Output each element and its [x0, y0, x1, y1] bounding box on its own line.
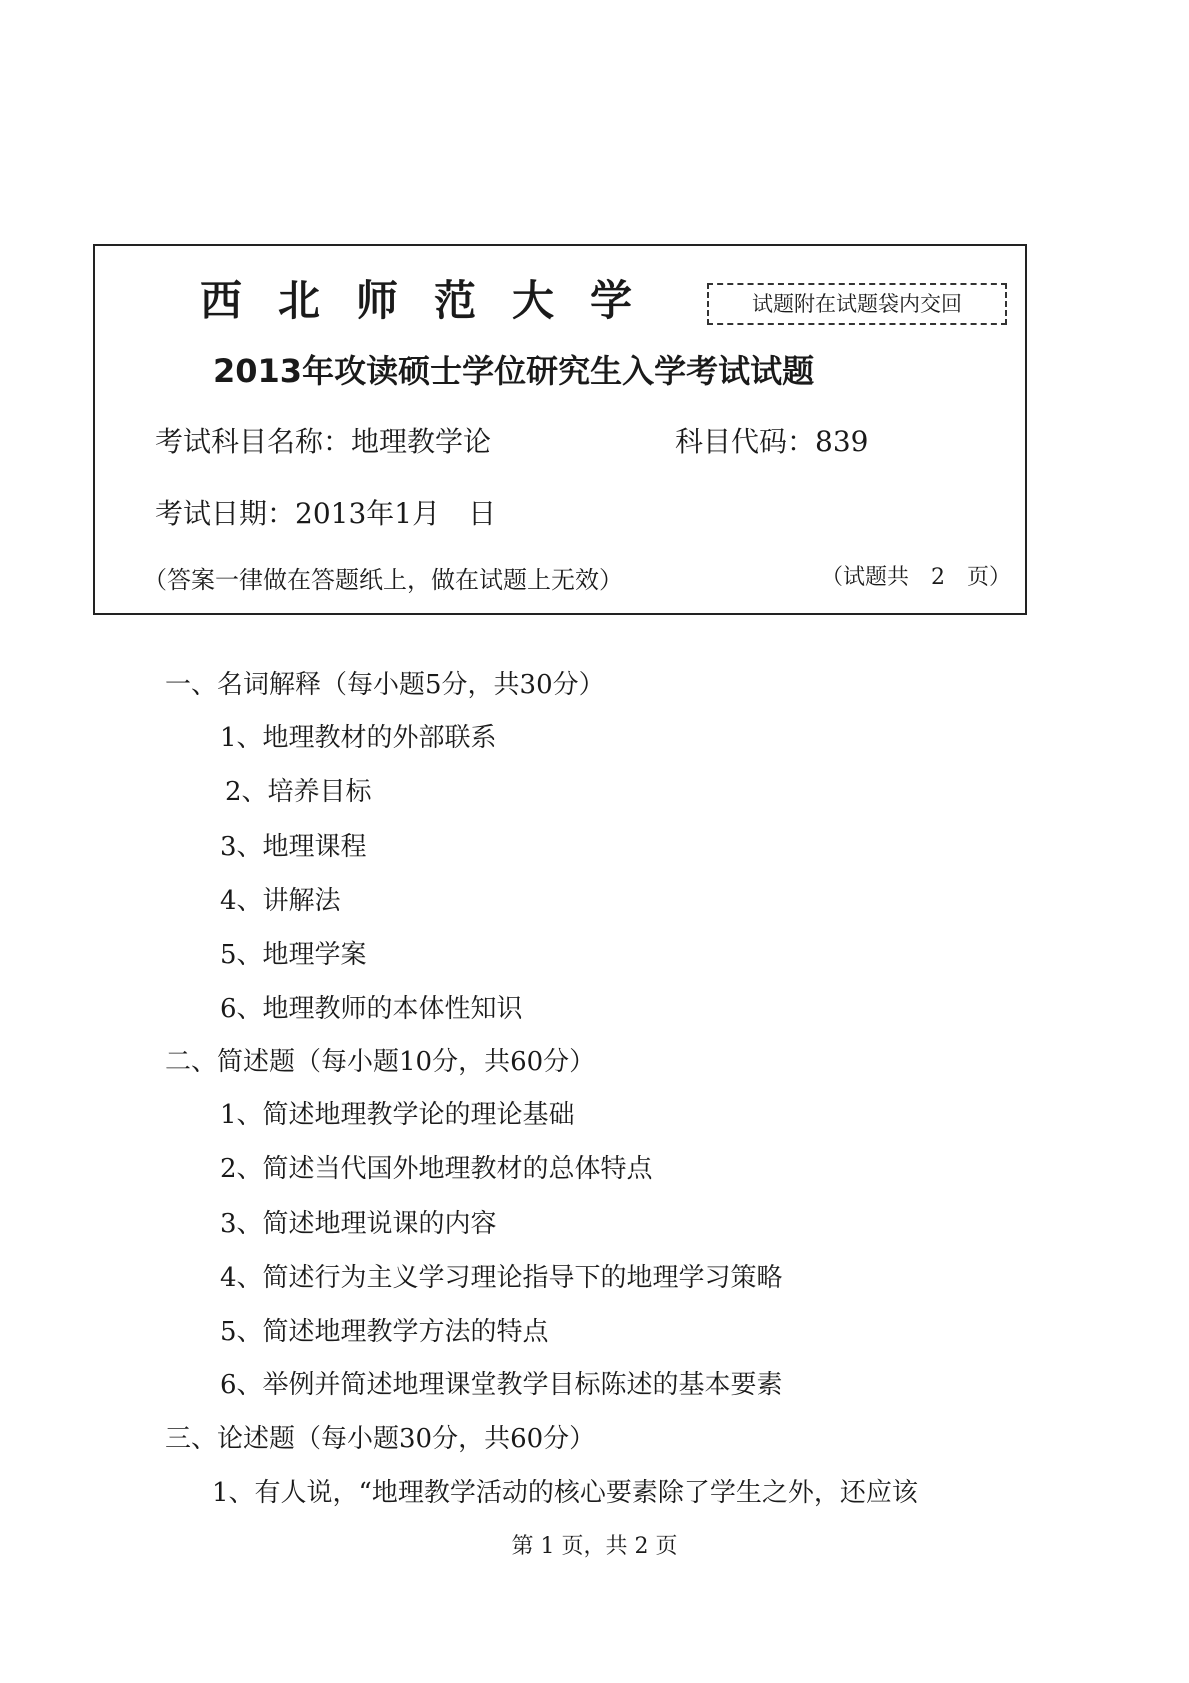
exam-title: 2013年攻读硕士学位研究生入学考试试题: [213, 352, 815, 390]
question-item: 5、简述地理教学方法的特点: [220, 1317, 549, 1347]
section-heading-2: 二、简述题（每小题10分，共60分）: [165, 1047, 596, 1077]
question-item: 3、简述地理说课的内容: [220, 1209, 497, 1239]
question-item: 6、地理教师的本体性知识: [220, 994, 523, 1024]
subject-name: 考试科目名称：地理教学论: [155, 425, 492, 458]
question-item: 1、地理教材的外部联系: [220, 723, 497, 753]
page-count: （试题共 2 页）: [821, 565, 1011, 590]
question-item: 2、培养目标: [225, 777, 372, 807]
question-item: 6、举例并简述地理课堂教学目标陈述的基本要素: [220, 1370, 783, 1400]
exam-date: 考试日期：2013年1月 日: [155, 497, 497, 530]
question-item: 4、简述行为主义学习理论指导下的地理学习策略: [220, 1263, 783, 1293]
subject-code: 科目代码：839: [675, 425, 869, 458]
question-item: 1、简述地理教学论的理论基础: [220, 1100, 575, 1130]
question-item: 5、地理学案: [220, 940, 367, 970]
question-item: 3、地理课程: [220, 832, 367, 862]
university-name: 西北师范大学: [200, 276, 669, 325]
section-heading-3: 三、论述题（每小题30分，共60分）: [165, 1424, 596, 1454]
question-item: 2、简述当代国外地理教材的总体特点: [220, 1154, 653, 1184]
page-footer: 第 1 页，共 2 页: [511, 1534, 678, 1559]
exam-header-box: [93, 244, 1027, 615]
section-heading-1: 一、名词解释（每小题5分，共30分）: [165, 670, 605, 700]
return-note-box: 试题附在试题袋内交回: [707, 283, 1007, 325]
question-item: 4、讲解法: [220, 886, 341, 916]
answer-instruction: （答案一律做在答题纸上，做在试题上无效）: [143, 566, 623, 594]
question-item: 1、有人说，“地理教学活动的核心要素除了学生之外，还应该: [212, 1478, 918, 1508]
